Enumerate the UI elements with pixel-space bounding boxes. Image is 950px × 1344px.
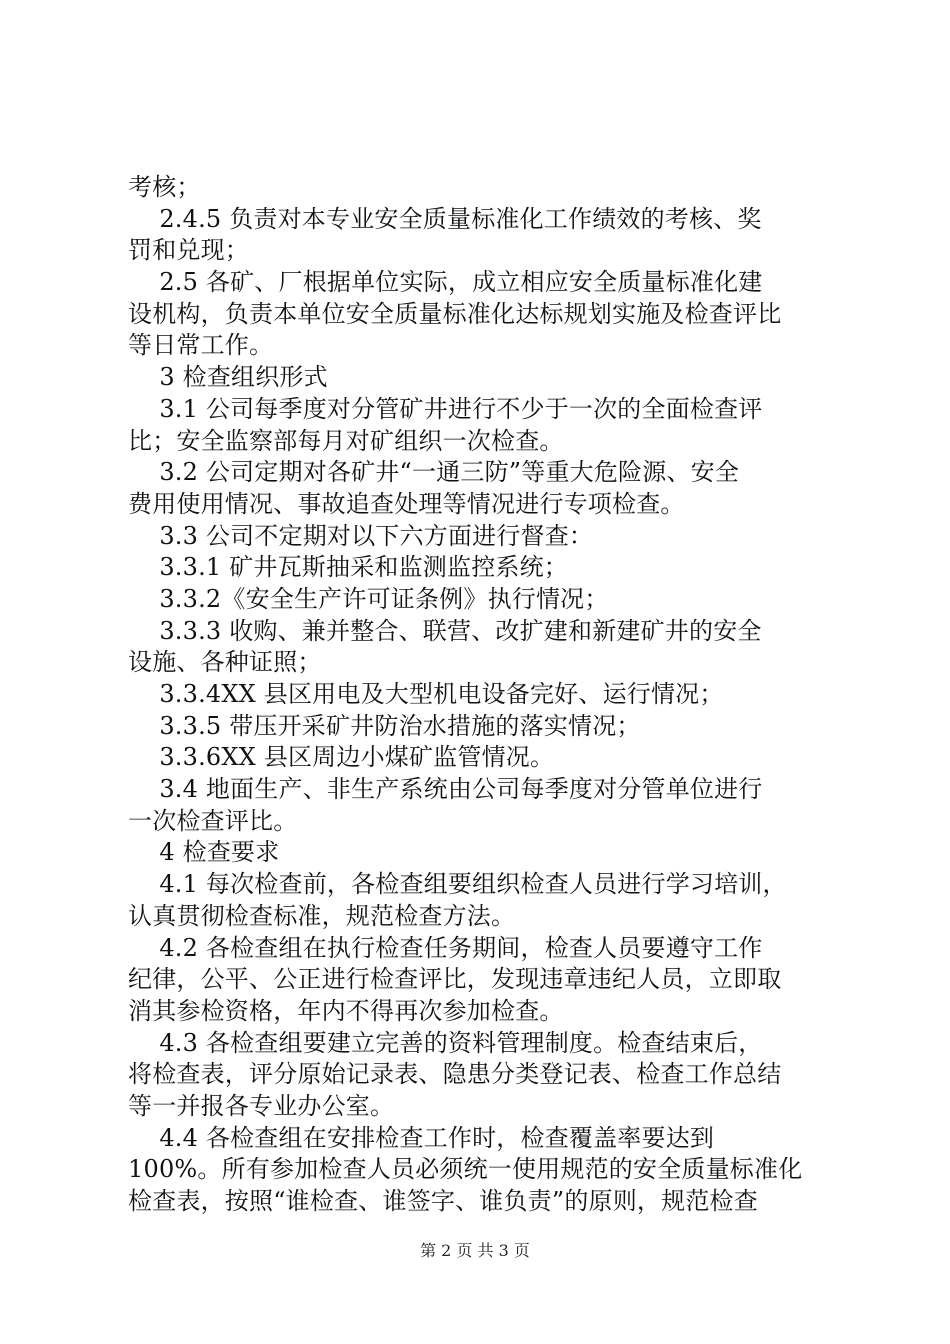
document-body [128,172,830,1218]
text-line: 4.3 各检查组要建立完善的资料管理制度。检查结束后， [128,1028,763,1057]
text-line: 将检查表，评分原始记录表、隐患分类登记表、检查工作总结 [128,1060,782,1089]
text-line: 2.5 各矿、厂根据单位实际，成立相应安全质量标准化建 [128,268,763,297]
text-line: 3.1 公司每季度对分管矿井进行不少于一次的全面检查评 [128,394,763,423]
text-line: 纪律，公平、公正进行检查评比，发现违章违纪人员，立即取 [128,965,782,994]
text-line: 3.3.4XX 县区用电及大型机电设备完好、运行情况； [128,680,724,708]
text-line: 3.4 地面生产、非生产系统由公司每季度对分管单位进行 [128,775,763,804]
text-line: 费用使用情况、事故追查处理等情况进行专项检查。 [128,489,685,518]
page-number-label: 第 2 页 共 3 页 [420,1241,530,1260]
text-line: 4.2 各检查组在执行检查任务期间，检查人员要遵守工作 [128,933,763,962]
text-line: 设施、各种证照； [128,648,322,677]
text-line: 比；安全监察部每月对矿组织一次检查。 [128,426,564,455]
text-line: 等日常工作。 [128,331,274,360]
text-line: 3.3 公司不定期对以下六方面进行督查： [128,521,594,550]
text-line: 4.4 各检查组在安排检查工作时，检查覆盖率要达到 [128,1123,715,1152]
text-line: 罚和兑现； [128,236,249,265]
text-line: 2.4.5 负责对本专业安全质量标准化工作绩效的考核、奖 [128,204,762,233]
text-line: 检查表，按照“谁检查、谁签字、谁负责”的原则，规范检查 [128,1187,758,1215]
text-line: 100%。所有参加检查人员必须统一使用规范的安全质量标准化 [128,1155,803,1184]
text-line: 认真贯彻检查标准，规范检查方法。 [128,901,516,930]
text-line: 4.1 每次检查前，各检查组要组织检查人员进行学习培训， [128,870,787,899]
text-line: 3.3.1 矿井瓦斯抽采和监测监控系统； [128,553,569,582]
text-line: 一次检查评比。 [128,806,298,835]
page-footer [0,1241,950,1261]
section-heading: 4 检查要求 [128,838,280,867]
text-line: 设机构，负责本单位安全质量标准化达标规划实施及检查评比 [128,299,782,328]
text-line: 等一并报各专业办公室。 [128,1091,395,1120]
text-line: 消其参检资格，年内不得再次参加检查。 [128,996,564,1025]
text-line: 3.3.5 带压开采矿井防治水措施的落实情况； [128,711,641,740]
text-line: 3.3.6XX 县区周边小煤矿监管情况。 [128,743,555,772]
section-heading: 3 检查组织形式 [128,363,328,392]
text-line: 3.3.3 收购、兼并整合、联营、改扩建和新建矿井的安全 [128,616,762,645]
text-line: 3.3.2《安全生产许可证条例》执行情况； [128,584,609,613]
text-line: 3.2 公司定期对各矿井“一通三防”等重大危险源、安全 [128,458,740,487]
text-line: 考核； [128,173,201,201]
